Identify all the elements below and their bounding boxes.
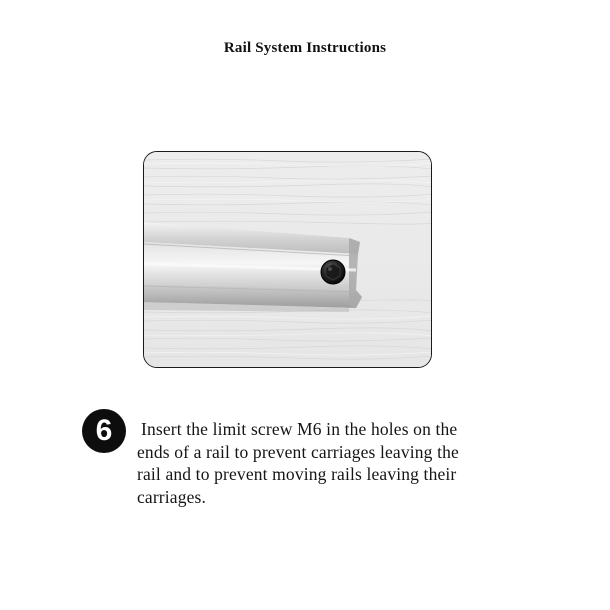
instruction-line: ends of a rail to prevent carriages leaving the bbox=[137, 441, 459, 462]
instruction-line: carriages. bbox=[137, 486, 207, 507]
page-title: Rail System Instructions bbox=[223, 40, 387, 56]
step-instruction-text bbox=[137, 418, 497, 508]
instruction-line: Insert the limit screw M6 in the holes on the bbox=[141, 419, 458, 439]
rail-illustration bbox=[144, 152, 432, 368]
instruction-line: rail and to prevent moving rails leaving their bbox=[137, 464, 457, 484]
step-number-badge: 6 bbox=[82, 409, 126, 453]
rail-photo bbox=[143, 151, 432, 368]
limit-screw-icon bbox=[321, 260, 345, 284]
